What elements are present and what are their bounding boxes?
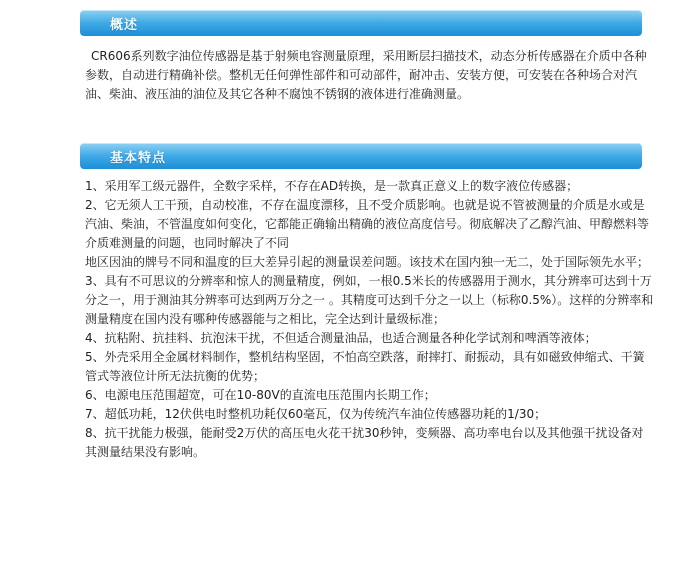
features-heading: 基本特点 [110,151,167,166]
feature-item: 1、采用军工级元器件，全数字采样，不存在AD转换，是一款真正意义上的数字液位传感器； [85,179,579,193]
feature-item: 6、电源电压范围超宽，可在10-80V的直流电压范围内长期工作； [85,388,436,402]
feature-item: 3、具有不可思议的分辨率和惊人的测量精度，例如，一根0.5米长的传感器用于测水，其分辨率可达到十万分之一，用于测油其分辨率可达到两万分之一 。其精度可达到千分之一以上（标称0.5%）。这样的分辨率和测量精度在国内没有哪种传感器能与之相比，完全达到计量级标准； [85,274,654,326]
overview-section-header [80,10,642,36]
feature-item: 地区因油的牌号不同和温度的巨大差异引起的测量误差问题。该技术在国内独一无二，处于国际领先水平； [85,255,650,269]
feature-item: 7、超低功耗，12伏供电时整机功耗仅60毫瓦，仅为传统汽车油位传感器功耗的1/30； [85,407,547,421]
feature-item: 8、抗干扰能力极强，能耐受2万伏的高压电火花干扰30秒钟，变频器、高功率电台以及其他强干扰设备对其测量结果没有影响。 [85,426,644,459]
overview-heading: 概述 [110,18,139,33]
overview-paragraph [85,47,655,104]
features-list [85,177,655,462]
overview-text: CR606系列数字油位传感器是基于射频电容测量原理，采用断层扫描技术，动态分析传感器在介质中各种参数，自动进行精确补偿。整机无任何弹性部件和可动部件，耐冲击、安装方便，可安装在各种场合对汽油、柴油、液压油的油位及其它各种不腐蚀不锈钢的液体进行准确测量。 [85,49,647,101]
feature-item: 2、它无须人工干预，自动校准，不存在温度漂移，且不受介质影响。也就是说不管被测量的介质是水或是汽油、柴油，不管温度如何变化，它都能正确输出精确的液位高度信号。彻底解决了乙醇汽油、甲醇燃料等介质难测量的问题，也同时解决了不同 [85,198,650,250]
feature-item: 5、外壳采用全金属材料制作，整机结构坚固，不怕高空跌落，耐摔打、耐振动，具有如磁致伸缩式、干簧管式等液位计所无法抗衡的优势； [85,350,645,383]
feature-item: 4、抗粘附、抗挂料、抗泡沫干扰，不但适合测量油品，也适合测量各种化学试剂和啤酒等液体； [85,331,597,345]
features-section-header [80,143,642,169]
